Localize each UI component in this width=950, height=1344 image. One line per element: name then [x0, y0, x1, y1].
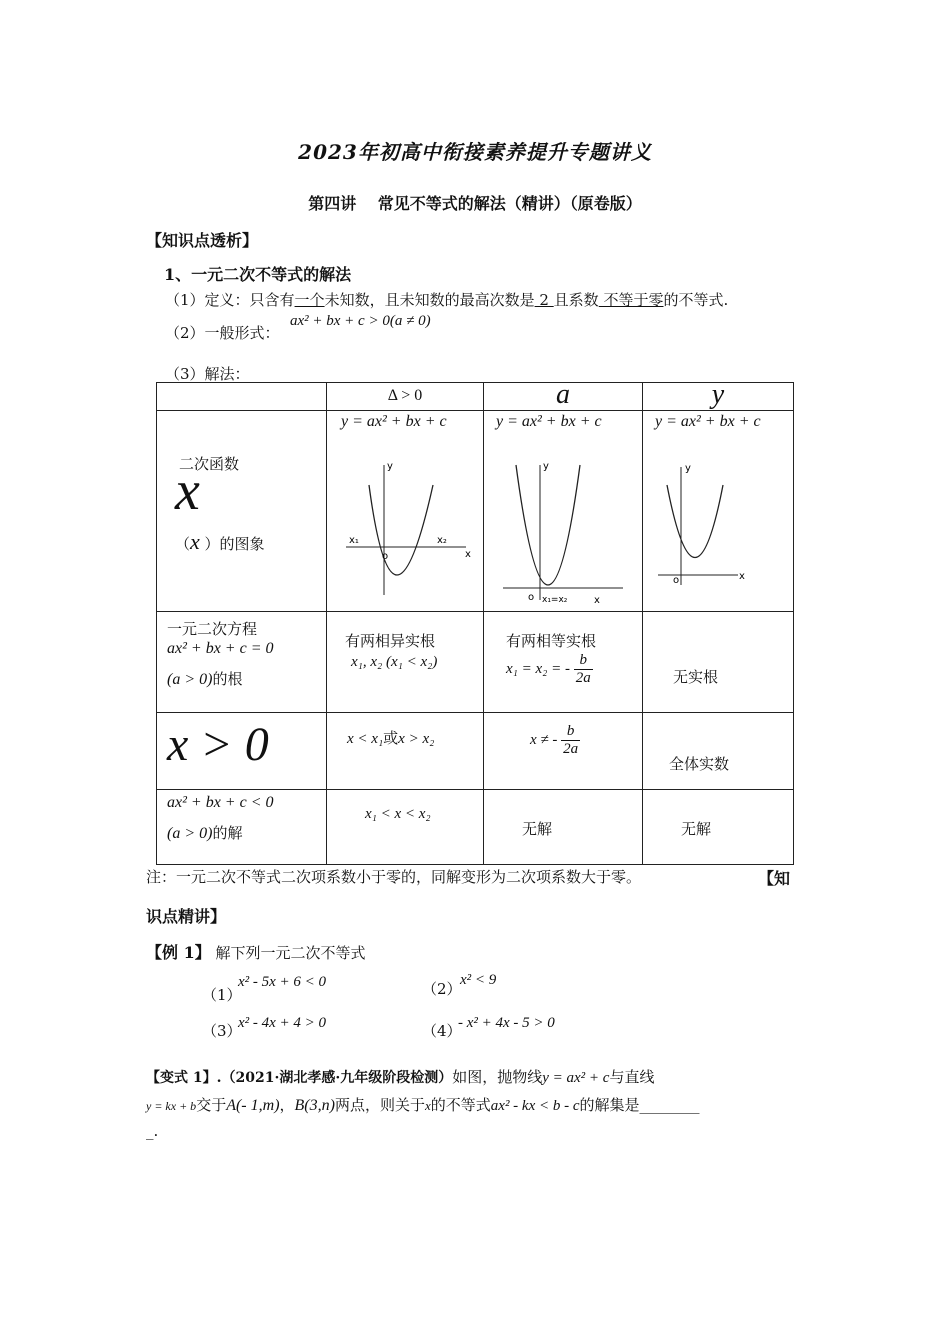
graph-cell-3 — [643, 411, 794, 612]
subsection-heading: 1、一元二次不等式的解法 — [164, 265, 352, 284]
roots-label-cond: (a > 0)的根 — [167, 670, 243, 688]
example-1-heading: 【例 1】 解下列一元二次不等式 — [146, 943, 366, 962]
row-lt-label — [157, 790, 327, 865]
roots-equal-formula: x₁ = x₂ = - $\frac{b}{2a}$ — [506, 652, 591, 686]
gt-zero-label: x > 0 — [167, 718, 269, 771]
problem-1: x² - 5x + 6 < 0 — [238, 974, 327, 990]
def-prefix: （1）定义：只含有 — [165, 291, 295, 309]
y-label: y — [387, 461, 393, 472]
lt-cell-1 — [327, 790, 484, 865]
inequality-table — [156, 379, 794, 865]
parabola-curve — [667, 485, 723, 558]
problem-2-num: （2） — [422, 980, 462, 998]
origin-label: o — [673, 575, 680, 586]
lt-cell-3 — [643, 790, 794, 865]
roots-distinct-formula: x₁, x₂ (x₁ < x₂) — [351, 654, 438, 670]
variant-1-line-1: 【变式 1】.（2021·湖北孝感·九年级阶段检测）如图，抛物线y = ax² + c与直线 — [146, 1068, 655, 1086]
origin-label: o — [382, 551, 389, 562]
origin-label: o — [528, 592, 535, 603]
roots-cell-2 — [484, 612, 643, 713]
variant-1-line-3: _. — [146, 1122, 159, 1140]
fraction-b-over-2a: $\frac{b}{2a}$ — [575, 652, 591, 686]
note-text: 注：一元二次不等式二次项系数小于零的，同解变形为二次项系数大于零。 — [146, 868, 642, 886]
problem-3: x² - 4x + 4 > 0 — [238, 1015, 327, 1031]
graph-cell-1 — [327, 411, 484, 612]
fraction-b-over-2a: $\frac{b}{2a}$ — [563, 723, 579, 757]
graph-label-x: x — [175, 460, 200, 522]
section-heading-2b: 识点精讲】 — [146, 907, 227, 926]
root-x2-label: x₂ — [437, 535, 447, 546]
row-graph-label — [157, 411, 327, 612]
x-label: x — [465, 549, 471, 560]
all-reals-text: 全体实数 — [669, 755, 730, 773]
y-label: y — [685, 463, 691, 474]
header-a: a — [484, 383, 643, 411]
problem-1-num: （1） — [202, 986, 242, 1004]
lt-no-solution-2: 无解 — [681, 820, 712, 838]
gt-cell-2 — [484, 713, 643, 790]
parabola-curve — [516, 465, 580, 585]
gt-solution-2: x ≠ - $\frac{b}{2a}$ — [530, 723, 579, 757]
lt-cell-2 — [484, 790, 643, 865]
gt-cell-3 — [643, 713, 794, 790]
lt-no-solution-1: 无解 — [522, 820, 553, 838]
section-heading: 【知识点透析】 — [146, 231, 259, 250]
parabola-no-root — [653, 455, 783, 605]
x-label: x — [594, 595, 600, 605]
x-label: x — [739, 571, 745, 582]
gt-cell-1 — [327, 713, 484, 790]
problem-4-num: （4） — [422, 1022, 462, 1040]
parabola-curve — [369, 485, 433, 575]
lecture-subtitle: 第四讲 常见不等式的解法（精讲）（原卷版） — [308, 194, 642, 213]
root-x1-label: x₁ — [349, 535, 359, 546]
method-label: （3）解法： — [165, 365, 250, 383]
lt-solution-1: x₁ < x < x₂ — [365, 806, 431, 822]
definition-line — [165, 289, 728, 310]
func-formula-3: y = ax² + bx + c — [655, 413, 761, 430]
roots-cell-3 — [643, 612, 794, 713]
roots-equal-text: 有两相等实根 — [506, 632, 597, 650]
parabola-double-root — [498, 455, 633, 605]
lt-label-eq: ax² + bx + c < 0 — [167, 794, 274, 811]
roots-distinct-text: 有两相异实根 — [345, 632, 436, 650]
graph-cell-2 — [484, 411, 643, 612]
graph-label-c: （x ）的图象 — [175, 529, 265, 554]
section-heading-2a: 【知 — [758, 869, 791, 888]
table-corner — [157, 383, 327, 411]
graph-label-a: 二次函数 — [179, 455, 240, 473]
func-formula-1: y = ax² + bx + c — [341, 413, 447, 430]
general-form-formula: ax² + bx + c > 0(a ≠ 0) — [290, 313, 431, 329]
def-blank-1: 一个 — [294, 291, 325, 309]
parabola-two-roots — [341, 455, 476, 605]
def-end: 的不等式. — [663, 291, 729, 309]
def-blank-2: 2 — [534, 291, 554, 309]
problem-4: - x² + 4x - 5 > 0 — [458, 1015, 555, 1031]
roots-label-eq: ax² + bx + c = 0 — [167, 640, 274, 657]
y-label: y — [543, 461, 549, 472]
gt-solution-1: x < x₁或x > x₂ — [347, 729, 435, 747]
general-form-label: （2）一般形式： — [165, 324, 280, 342]
header-y: y — [643, 383, 794, 411]
def-blank-3: 不等于零 — [598, 291, 664, 309]
func-formula-2: y = ax² + bx + c — [496, 413, 602, 430]
variant-1-line-2: y = kx + b交于A(- 1,m)，B(3,n)两点，则关于x的不等式ax² - kx < b - c的解集是________ — [146, 1096, 700, 1114]
lt-label-cond: (a > 0)的解 — [167, 824, 243, 842]
row-gt-label — [157, 713, 327, 790]
problem-2: x² < 9 — [460, 972, 497, 988]
def-mid-1: 未知数，且未知数的最高次数是 — [324, 291, 535, 309]
row-roots-label — [157, 612, 327, 713]
def-mid-2: 且系数 — [553, 291, 599, 309]
roots-cell-1 — [327, 612, 484, 713]
no-roots-text: 无实根 — [673, 668, 719, 686]
double-root-label: x₁=x₂ — [542, 595, 568, 605]
page-title: 2023年初高中衔接素养提升专题讲义 — [298, 140, 652, 164]
roots-label-a: 一元二次方程 — [167, 620, 258, 638]
header-delta: Δ > 0 — [327, 383, 484, 411]
problem-3-num: （3） — [202, 1022, 242, 1040]
